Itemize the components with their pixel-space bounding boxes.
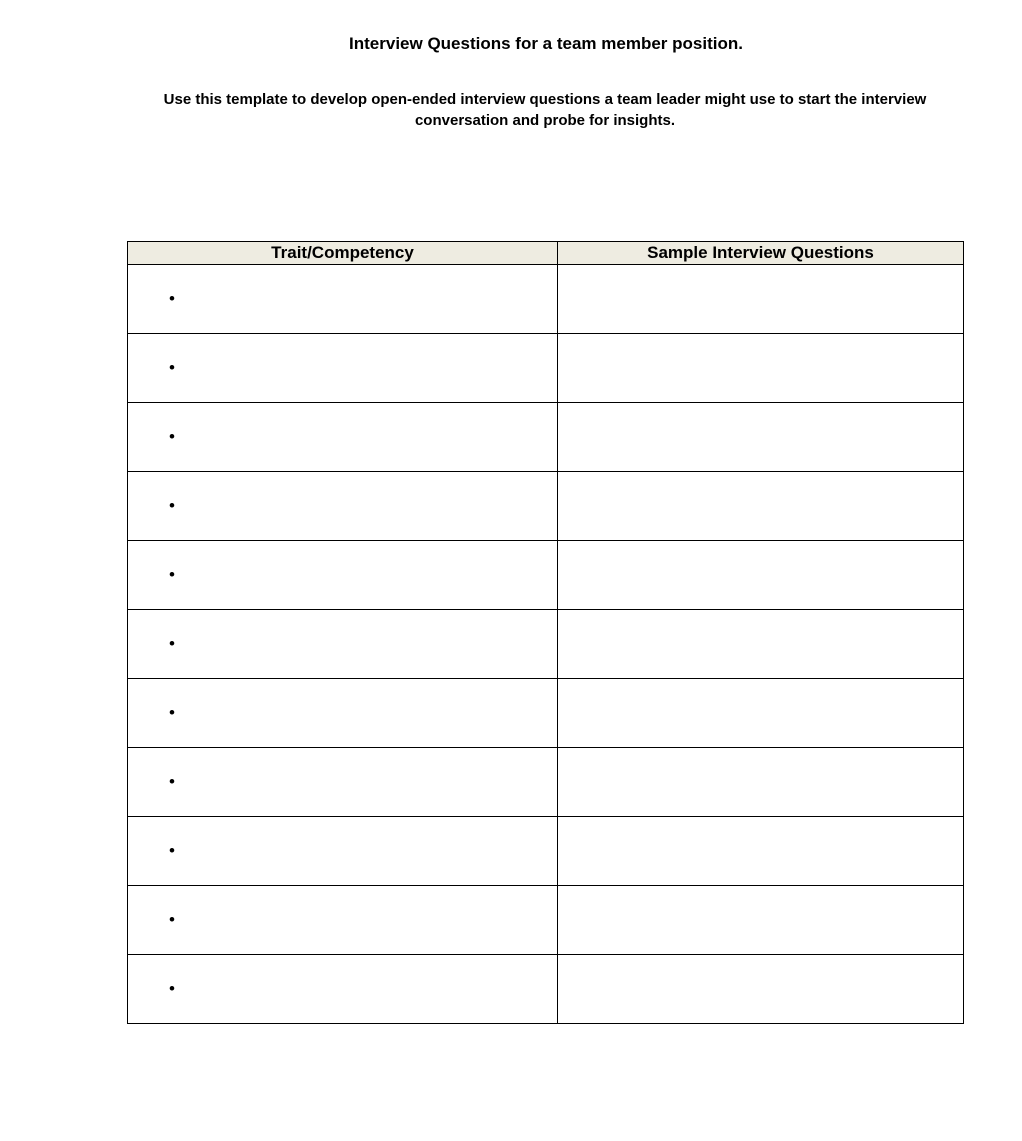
table-row [128, 403, 964, 472]
bullet-icon: • [169, 496, 175, 515]
question-cell[interactable] [558, 541, 964, 610]
question-cell[interactable] [558, 265, 964, 334]
bullet-icon: • [169, 772, 175, 791]
question-cell[interactable] [558, 403, 964, 472]
question-cell[interactable] [558, 679, 964, 748]
question-cell[interactable] [558, 472, 964, 541]
trait-cell[interactable] [128, 541, 558, 610]
trait-cell[interactable] [128, 748, 558, 817]
question-cell[interactable] [558, 886, 964, 955]
table-row [128, 265, 964, 334]
table-row [128, 334, 964, 403]
interview-questions-table [127, 241, 964, 1024]
question-cell[interactable] [558, 334, 964, 403]
trait-cell[interactable] [128, 955, 558, 1024]
table-row [128, 472, 964, 541]
question-cell[interactable] [558, 955, 964, 1024]
trait-cell[interactable] [128, 472, 558, 541]
trait-cell[interactable] [128, 265, 558, 334]
bullet-icon: • [169, 841, 175, 860]
table-body [128, 265, 964, 1024]
bullet-icon: • [169, 634, 175, 653]
table-row [128, 541, 964, 610]
bullet-icon: • [169, 427, 175, 446]
table-row [128, 955, 964, 1024]
table-row [128, 610, 964, 679]
table-row [128, 748, 964, 817]
document-instructions: Use this template to develop open-ended interview questions a team leader might use to start the interview conversation and probe for insights. [163, 91, 927, 129]
bullet-icon: • [169, 358, 175, 377]
document-title: Interview Questions for a team member position. [349, 34, 743, 53]
bullet-icon: • [169, 979, 175, 998]
bullet-icon: • [169, 289, 175, 308]
column-header-trait: Trait/Competency [128, 242, 558, 265]
question-cell[interactable] [558, 748, 964, 817]
table-row [128, 817, 964, 886]
bullet-icon: • [169, 703, 175, 722]
table-header-row [128, 242, 964, 265]
trait-cell[interactable] [128, 679, 558, 748]
table-row [128, 679, 964, 748]
bullet-icon: • [169, 565, 175, 584]
question-cell[interactable] [558, 610, 964, 679]
bullet-icon: • [169, 910, 175, 929]
trait-cell[interactable] [128, 610, 558, 679]
trait-cell[interactable] [128, 334, 558, 403]
trait-cell[interactable] [128, 403, 558, 472]
question-cell[interactable] [558, 817, 964, 886]
column-header-questions: Sample Interview Questions [558, 242, 964, 265]
trait-cell[interactable] [128, 817, 558, 886]
trait-cell[interactable] [128, 886, 558, 955]
table-row [128, 886, 964, 955]
